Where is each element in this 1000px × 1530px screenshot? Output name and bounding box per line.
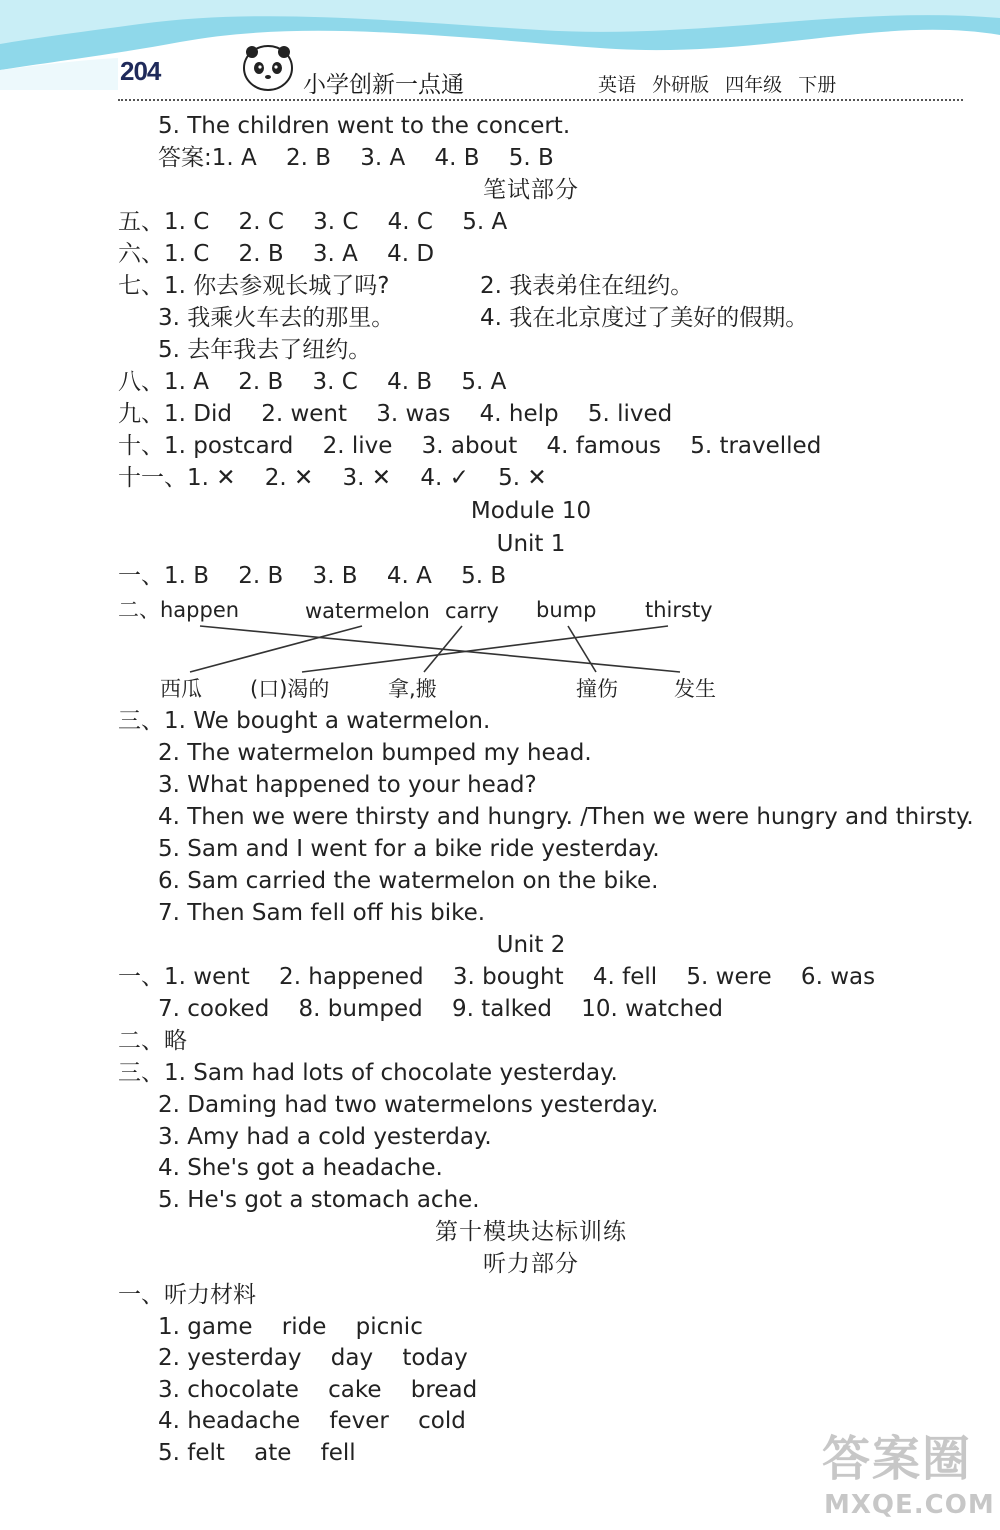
- answer-line: 三、1. We bought a watermelon.: [118, 708, 491, 734]
- subject-label: 英语: [598, 74, 637, 96]
- answer-line: 八、1. A 2. B 3. C 4. B 5. A: [118, 369, 507, 395]
- match-line-happen: [200, 626, 680, 672]
- matching-word: carry: [445, 599, 499, 623]
- answer-line: 5. felt ate fell: [158, 1440, 356, 1466]
- answer-line: 一、听力材料: [118, 1282, 256, 1308]
- site-watermark: [822, 1420, 998, 1524]
- answer-line: 一、1. went 2. happened 3. bought 4. fell 5. were 6. was: [118, 964, 876, 990]
- section-title: 听力部分: [483, 1251, 579, 1277]
- matching-meaning: (口)渴的: [250, 677, 330, 701]
- answer-line: 十、1. postcard 2. live 3. about 4. famous 5. travelled: [118, 433, 822, 459]
- answer-line: 5. 去年我去了纽约。: [158, 337, 372, 363]
- answer-line: 答案:1. A 2. B 3. A 4. B 5. B: [158, 145, 554, 171]
- watermark-site-text: MXQE.COM: [824, 1490, 995, 1520]
- answer-line: 三、1. Sam had lots of chocolate yesterday.: [118, 1060, 618, 1086]
- header-divider: [118, 99, 963, 101]
- section-title: 笔试部分: [483, 177, 579, 203]
- page-number: 204: [120, 56, 161, 86]
- volume-label: 下册: [798, 74, 837, 96]
- matching-word: watermelon: [305, 599, 430, 623]
- answer-line: 3. Amy had a cold yesterday.: [158, 1124, 492, 1150]
- answer-line: 4. 我在北京度过了美好的假期。: [480, 305, 809, 331]
- answer-line: 九、1. Did 2. went 3. was 4. help 5. lived: [118, 401, 673, 427]
- match-line-bump: [568, 626, 596, 672]
- answer-line: 五、1. C 2. C 3. C 4. C 5. A: [118, 209, 508, 235]
- answer-line: 2. yesterday day today: [158, 1345, 468, 1371]
- answer-line: 6. Sam carried the watermelon on the bike.: [158, 868, 659, 894]
- answer-line: 7. cooked 8. bumped 9. talked 10. watched: [158, 996, 724, 1022]
- answer-line: 一、1. B 2. B 3. B 4. A 5. B: [118, 563, 507, 589]
- module-title: Module 10: [470, 498, 592, 524]
- match-line-thirsty: [302, 626, 668, 672]
- panda-mascot-icon: [240, 42, 298, 94]
- answer-line: 4. She's got a headache.: [158, 1155, 443, 1181]
- matching-label: 二、: [118, 598, 160, 622]
- answer-line: 3. What happened to your head?: [158, 772, 537, 798]
- answer-line: 5. He's got a stomach ache.: [158, 1187, 480, 1213]
- unit-title: Unit 1: [496, 531, 566, 557]
- answer-line: 5. Sam and I went for a bike ride yesterday.: [158, 836, 660, 862]
- book-meta: [598, 70, 846, 97]
- answer-line: 4. headache fever cold: [158, 1408, 466, 1434]
- matching-word: bump: [536, 598, 597, 622]
- unit-title: Unit 2: [496, 932, 566, 958]
- edition-label: 外研版: [652, 74, 710, 96]
- book-series-title: 小学创新一点通: [303, 72, 464, 98]
- answer-line: 二、略: [118, 1028, 187, 1054]
- watermark-logo-text: 答案圈: [822, 1431, 973, 1487]
- section-title: 第十模块达标训练: [435, 1219, 627, 1245]
- matching-meaning: 西瓜: [160, 677, 202, 701]
- match-line-watermelon: [190, 626, 362, 672]
- answer-line: 3. 我乘火车去的那里。: [158, 305, 395, 331]
- answer-line: 7. Then Sam fell off his bike.: [158, 900, 486, 926]
- answer-line: 2. The watermelon bumped my head.: [158, 740, 592, 766]
- answer-line: 4. Then we were thirsty and hungry. /Then we were hungry and thirsty.: [158, 804, 974, 830]
- answer-line: 六、1. C 2. B 3. A 4. D: [118, 241, 435, 267]
- matching-meaning: 撞伤: [576, 677, 618, 701]
- matching-word: thirsty: [645, 598, 713, 622]
- answer-line: 3. chocolate cake bread: [158, 1377, 478, 1403]
- answer-line: 七、1. 你去参观长城了吗?: [118, 273, 390, 299]
- answer-line: 5. The children went to the concert.: [158, 113, 571, 139]
- grade-label: 四年级: [725, 74, 783, 96]
- matching-meaning: 发生: [674, 677, 716, 701]
- answer-line: 2. Daming had two watermelons yesterday.: [158, 1092, 659, 1118]
- matching-meaning: 拿,搬: [388, 677, 437, 701]
- answer-line: 1. game ride picnic: [158, 1314, 423, 1340]
- match-line-carry: [424, 626, 462, 672]
- page-header: [0, 0, 1000, 100]
- answer-line: 2. 我表弟住在纽约。: [480, 273, 694, 299]
- matching-word: happen: [160, 598, 240, 622]
- answer-line: 十一、1. ✕ 2. ✕ 3. ✕ 4. ✓ 5. ✕: [118, 465, 547, 491]
